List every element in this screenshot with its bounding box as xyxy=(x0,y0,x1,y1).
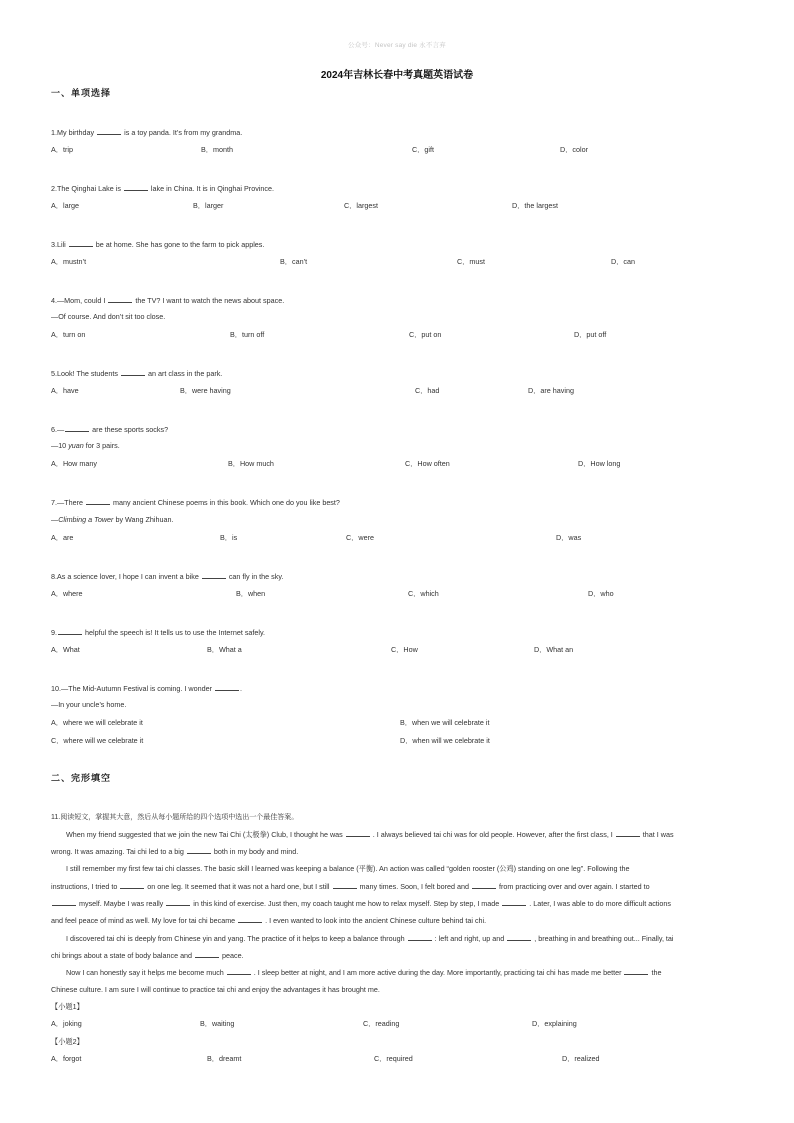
section-heading-2: 二、完形填空 xyxy=(51,773,112,783)
q10-blank xyxy=(215,683,239,691)
q3-text-start: 3.Lili xyxy=(51,240,68,249)
q1-option-d[interactable]: D．color xyxy=(560,145,588,154)
q8-option-d[interactable]: D．who xyxy=(588,589,614,598)
q1-blank xyxy=(97,127,121,135)
p4-text-b: on one leg. It seemed that it was not a hard one, but I still xyxy=(145,882,332,891)
p6-text-a: and feel peace of mind as well. My love for tai chi became xyxy=(51,916,238,925)
q5-option-d[interactable]: D．are having xyxy=(528,386,574,395)
sub1-option-d[interactable]: D．explaining xyxy=(532,1019,577,1028)
question-10 xyxy=(51,683,242,693)
cloze-blank-14 xyxy=(227,967,251,975)
q9-option-c[interactable]: C．How xyxy=(391,645,418,654)
q2-option-b[interactable]: B．larger xyxy=(193,201,224,210)
q5-blank xyxy=(121,368,145,376)
sub2-option-b[interactable]: B．dreamt xyxy=(207,1054,242,1063)
q6-option-b[interactable]: B．How much xyxy=(228,459,274,468)
q6-option-d[interactable]: D．How long xyxy=(578,459,621,468)
q10-option-c[interactable]: C．where will we celebrate it xyxy=(51,736,144,745)
q5-option-c[interactable]: C．had xyxy=(415,386,440,395)
p7-text-a: I discovered tai chi is deeply from Chinese yin and yang. The practice of it helps to keep a balance through xyxy=(66,934,407,943)
q6-reply-start: —10 xyxy=(51,441,69,450)
p1-text-b: . I always believed tai chi was for old people. However, after the first class, I xyxy=(370,830,615,839)
cloze-blank-5 xyxy=(333,881,357,889)
q3-blank xyxy=(69,239,93,247)
q1-option-b[interactable]: B．month xyxy=(201,145,233,154)
question-9 xyxy=(51,627,265,637)
cloze-blank-7 xyxy=(52,898,76,906)
cloze-blank-3 xyxy=(187,846,211,854)
passage-line-4 xyxy=(51,881,650,891)
q7-option-c[interactable]: C．were xyxy=(346,533,374,542)
q9-blank xyxy=(58,627,82,635)
q4-text-end: the TV? I want to watch the news about space. xyxy=(133,296,285,305)
p2-text-a: wrong. It was amazing. Tai chi led to a big xyxy=(51,847,186,856)
question-4 xyxy=(51,295,284,305)
p9-text-b: . I sleep better at night, and I am more active during the day. More importantly, practicing tai chi has made me better xyxy=(251,968,624,977)
sub2-option-a[interactable]: A．forgot xyxy=(51,1054,82,1063)
passage-line-7 xyxy=(51,933,674,943)
cloze-blank-9 xyxy=(502,898,526,906)
question-3 xyxy=(51,239,264,249)
q6-text-start: 6.— xyxy=(51,425,65,434)
cloze-blank-15 xyxy=(624,967,648,975)
q1-text-end: is a toy panda. It’s from my grandma. xyxy=(122,128,243,137)
q3-option-c[interactable]: C．must xyxy=(457,257,485,266)
p8-text-a: chi brings about a state of body balance and xyxy=(51,951,195,960)
q3-option-d[interactable]: D．can xyxy=(611,257,635,266)
q1-option-a[interactable]: A．trip xyxy=(51,145,73,154)
q9-text-end: helpful the speech is! It tells us to use the Internet safely. xyxy=(83,628,266,637)
p4-text-c: many times. Soon, I felt bored and xyxy=(357,882,471,891)
q5-option-a[interactable]: A．have xyxy=(51,386,79,395)
passage-line-9 xyxy=(51,967,661,977)
q6-option-a[interactable]: A．How many xyxy=(51,459,97,468)
section-heading-1: 一、单项选择 xyxy=(51,88,112,98)
q7-option-d[interactable]: D．was xyxy=(556,533,582,542)
q2-option-d[interactable]: D．the largest xyxy=(512,201,558,210)
p8-text-b: peace. xyxy=(220,951,244,960)
q2-text-end: lake in China. It is in Qinghai Province. xyxy=(148,184,274,193)
sub1-option-a[interactable]: A．joking xyxy=(51,1019,82,1028)
q8-option-b[interactable]: B．when xyxy=(236,589,266,598)
q8-text-start: 8.As a science lover, I hope I can invent a bike xyxy=(51,572,201,581)
q8-text-end: can fly in the sky. xyxy=(226,572,284,581)
passage-line-10: Chinese culture. I am sure I will continue to practice tai chi and enjoy the advantages it has brought me. xyxy=(51,985,380,994)
p9-text-a: Now I can honestly say it helps me become much xyxy=(66,968,226,977)
q9-option-d[interactable]: D．What an xyxy=(534,645,574,654)
q6-reply xyxy=(51,441,120,450)
q3-option-b[interactable]: B．can’t xyxy=(280,257,308,266)
q6-option-c[interactable]: C．How often xyxy=(405,459,450,468)
q10-reply: —In your uncle’s home. xyxy=(51,700,127,709)
passage-line-8 xyxy=(51,950,244,960)
cloze-blank-2 xyxy=(616,829,640,837)
watermark: 公众号：Never say die 永不言弃 xyxy=(348,42,446,49)
q9-option-b[interactable]: B．What a xyxy=(207,645,242,654)
q4-option-d[interactable]: D．put off xyxy=(574,330,607,339)
p5-text-d: . Later, I was able to do more difficult actions xyxy=(527,899,671,908)
sub1-option-b[interactable]: B．waiting xyxy=(200,1019,235,1028)
cloze-blank-11 xyxy=(408,933,432,941)
q6-reply-end: for 3 pairs. xyxy=(83,441,120,450)
question-5 xyxy=(51,368,222,378)
q6-text-end: are these sports socks? xyxy=(90,425,169,434)
q8-option-a[interactable]: A．where xyxy=(51,589,83,598)
p5-text-c: in this kind of exercise. Just then, my coach taught me how to relax myself. Step by step, I made xyxy=(191,899,502,908)
p4-text-a: instructions, I tried to xyxy=(51,882,120,891)
q7-option-b[interactable]: B．is xyxy=(220,533,238,542)
passage-line-6 xyxy=(51,915,486,925)
cloze-blank-12 xyxy=(507,933,531,941)
q7-reply-start: — xyxy=(51,515,59,524)
q7-reply xyxy=(51,515,174,524)
q1-text-start: 1.My birthday xyxy=(51,128,97,137)
q7-text-end: many ancient Chinese poems in this book. Which one do you like best? xyxy=(110,498,340,507)
q5-option-b[interactable]: B．were having xyxy=(180,386,231,395)
q2-option-c[interactable]: C．largest xyxy=(344,201,378,210)
sub2-option-d[interactable]: D．realized xyxy=(562,1054,600,1063)
q7-option-a[interactable]: A．are xyxy=(51,533,74,542)
q6-reply-italic: yuan xyxy=(68,441,84,450)
passage-line-5 xyxy=(51,898,671,908)
p4-text-d: from practicing over and over again. I started to xyxy=(496,882,650,891)
q11-instructions: 11.阅读短文，掌握其大意，然后从每小题所给的四个选项中选出一个最佳答案。 xyxy=(51,814,299,821)
sub-question-1-label: 【小题1】 xyxy=(51,1002,84,1011)
sub-question-2-label: 【小题2】 xyxy=(51,1037,84,1046)
p6-text-b: . I even wanted to look into the ancient Chinese culture behind tai chi. xyxy=(263,916,487,925)
q2-blank xyxy=(124,183,148,191)
p7-text-b: : left and right, up and xyxy=(432,934,507,943)
q2-text-start: 2.The Qinghai Lake is xyxy=(51,184,123,193)
passage-line-2 xyxy=(51,846,298,856)
question-1 xyxy=(51,127,242,137)
q10-option-b[interactable]: B．when we will celebrate it xyxy=(400,718,490,727)
q8-option-c[interactable]: C．which xyxy=(408,589,439,598)
question-6 xyxy=(51,424,168,434)
page-title: 2024年吉林长春中考真题英语试卷 xyxy=(320,70,474,81)
cloze-blank-4 xyxy=(120,881,144,889)
p7-text-c: , breathing in and breathing out... Finally, tai xyxy=(532,934,674,943)
q4-option-a[interactable]: A．turn on xyxy=(51,330,86,339)
p2-text-b: both in my body and mind. xyxy=(211,847,299,856)
p9-text-c: the xyxy=(649,968,662,977)
question-2 xyxy=(51,183,274,193)
cloze-blank-10 xyxy=(238,915,262,923)
q4-reply: —Of course. And don’t sit too close. xyxy=(51,312,166,321)
q7-reply-end: by Wang Zhihuan. xyxy=(113,515,174,524)
passage-line-3: I still remember my first few tai chi classes. The basic skill I learned was keeping a balance (平衡). An action was called “golden rooster (公鸡) standing on one leg”. Following the xyxy=(66,864,630,873)
sub2-option-c[interactable]: C．required xyxy=(374,1054,413,1063)
q3-text-end: be at home. She has gone to the farm to pick apples. xyxy=(93,240,265,249)
question-7 xyxy=(51,497,340,507)
q5-text-end: an art class in the park. xyxy=(146,369,223,378)
q1-option-c[interactable]: C．gift xyxy=(412,145,434,154)
question-8 xyxy=(51,571,283,581)
q4-option-c[interactable]: C．put on xyxy=(409,330,442,339)
q3-option-a[interactable]: A．mustn’t xyxy=(51,257,87,266)
q5-text-start: 5.Look! The students xyxy=(51,369,120,378)
q2-option-a[interactable]: A．large xyxy=(51,201,79,210)
cloze-blank-8 xyxy=(166,898,190,906)
p1-text-c: that I was xyxy=(640,830,674,839)
q10-option-a[interactable]: A．where we will celebrate it xyxy=(51,718,143,727)
q10-option-d[interactable]: D．when will we celebrate it xyxy=(400,736,490,745)
q9-option-a[interactable]: A．What xyxy=(51,645,80,654)
p1-text-a: When my friend suggested that we join the new Tai Chi (太极拳) Club, I thought he was xyxy=(66,830,345,839)
q9-text-start: 9. xyxy=(51,628,57,637)
passage-line-1 xyxy=(51,829,674,840)
q8-blank xyxy=(202,571,226,579)
cloze-blank-13 xyxy=(195,950,219,958)
p5-text-b: myself. Maybe I was really xyxy=(77,899,166,908)
q4-option-b[interactable]: B．turn off xyxy=(230,330,265,339)
q10-text-start: 10.—The Mid-Autumn Festival is coming. I wonder xyxy=(51,684,214,693)
cloze-blank-1 xyxy=(346,829,370,837)
q4-blank xyxy=(108,295,132,303)
q7-text-start: 7.—There xyxy=(51,498,85,507)
q7-reply-italic: Climbing a Tower xyxy=(58,515,114,524)
q6-blank xyxy=(65,424,89,432)
q10-text-end: . xyxy=(239,684,242,693)
cloze-blank-6 xyxy=(472,881,496,889)
sub1-option-c[interactable]: C．reading xyxy=(363,1019,400,1028)
q7-blank xyxy=(86,497,110,505)
q4-text-start: 4.—Mom, could I xyxy=(51,296,108,305)
